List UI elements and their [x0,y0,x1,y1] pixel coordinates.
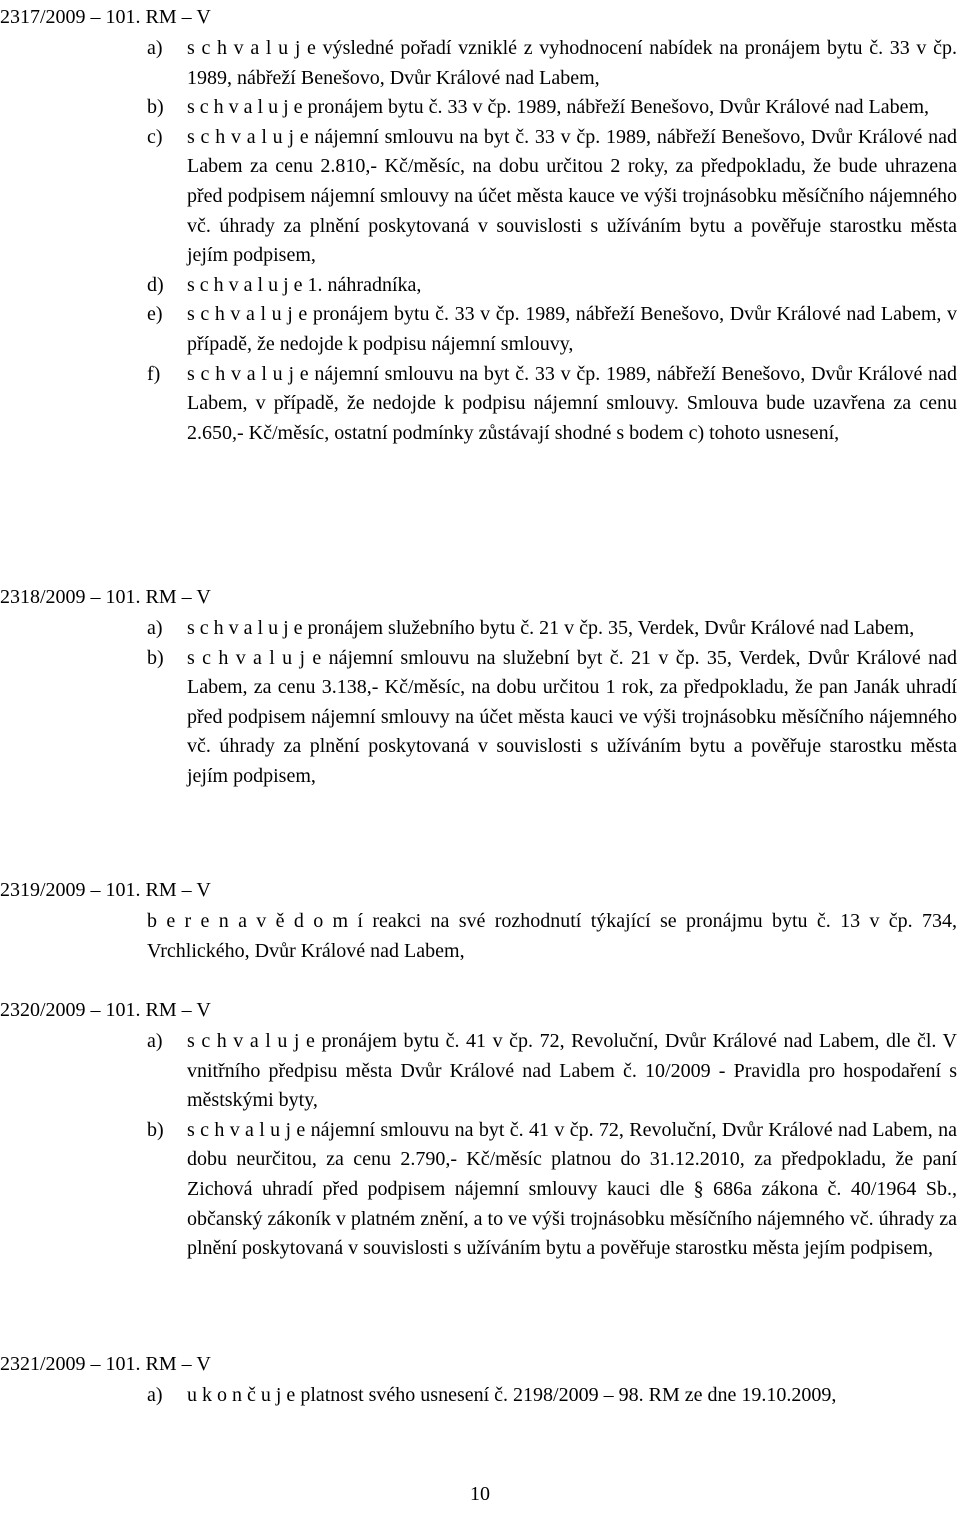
item-letter: e) [147,303,163,326]
resolution-item-c [0,123,960,271]
item-body: 1. náhradníka, [302,273,422,296]
item-text [187,1027,957,1116]
resolution-2319 [0,875,960,966]
item-text [187,123,957,271]
resolution-header: 2321/2009 – 101. RM – V [0,1353,211,1375]
item-verb: s c h v a l u j e [187,1030,315,1052]
item-verb: s c h v a l u j e [187,273,303,296]
resolution-2318 [0,582,960,792]
item-text [187,614,957,644]
resolution-item-a [0,1381,960,1411]
item-letter: d) [147,273,164,296]
resolution-item-a [0,34,960,93]
item-verb: s c h v a l u j e [187,646,322,669]
item-verb: s c h v a l u j e [187,362,309,385]
resolution-item-a [0,614,960,644]
item-text [187,1381,957,1411]
resolution-item-b [0,644,960,792]
resolution-header: 2319/2009 – 101. RM – V [0,879,211,901]
resolution-item-e [0,300,960,359]
item-body: pronájem bytu č. 33 v čp. 1989, nábřeží Benešovo, Dvůr Králové nad Labem, [302,96,930,119]
item-body: pronájem bytu č. 33 v čp. 1989, nábřeží Benešovo, Dvůr Králové nad Labem, v případě, že nedojde k podpisu nájemní smlouvy, [187,303,957,355]
item-letter: a) [147,1030,163,1052]
item-verb: s c h v a l u j e [187,1118,306,1141]
resolution-item-b [0,1116,960,1264]
item-verb: s c h v a l u j e [187,303,308,326]
item-text [187,300,957,359]
item-verb: s c h v a l u j e [187,125,309,148]
item-text [187,1116,957,1264]
item-verb: s c h v a l u j e [187,617,303,639]
item-text [187,34,957,93]
item-body: pronájem služebního bytu č. 21 v čp. 35, Verdek, Dvůr Králové nad Labem, [302,617,915,639]
item-verb: s c h v a l u j e [187,37,316,59]
item-letter: f) [147,362,161,385]
item-letter: a) [147,37,163,59]
resolution-2317 [0,2,960,448]
resolution-header: 2317/2009 – 101. RM – V [0,6,211,28]
resolution-statement [0,907,960,966]
item-text [147,907,957,966]
resolution-header: 2318/2009 – 101. RM – V [0,586,211,608]
item-text [187,644,957,792]
item-body: platnost svého usnesení č. 2198/2009 – 98. RM ze dne 19.10.2009, [295,1384,837,1406]
item-verb: b e r e n a v ě d o m í [147,910,363,932]
item-letter: c) [147,125,163,148]
item-text [187,271,957,301]
item-body: reakci na své rozhodnutí týkající se pronájmu bytu č. 13 v čp. 734, Vrchlického, Dvůr Králové nad Labem, [147,910,957,962]
item-body: nájemní smlouvu na byt č. 33 v čp. 1989, nábřeží Benešovo, Dvůr Králové nad Labem za cenu 2.810,- Kč/měsíc, na dobu určitou 2 roky, za předpokladu, že bude uhrazena před podpisem nájemní smlouvy na účet města kauce ve výši trojnásobku měsíčního nájemného vč. úhrady za plnění poskytovaná v souvislosti s užíváním bytu a pověřuje starostku města jejím podpisem, [187,125,957,267]
item-verb: s c h v a l u j e [187,96,303,119]
resolution-header: 2320/2009 – 101. RM – V [0,999,211,1021]
item-body: pronájem bytu č. 41 v čp. 72, Revoluční, Dvůr Králové nad Labem, dle čl. V vnitřního předpisu města Dvůr Králové nad Labem č. 10/2009 - Pravidla pro hospodaření s městskými byty, [187,1030,958,1112]
item-body: nájemní smlouvu na byt č. 33 v čp. 1989, nábřeží Benešovo, Dvůr Králové nad Labem, v případě, že nedojde k podpisu nájemní smlouvy. Smlouva bude uzavřena za cenu 2.650,- Kč/měsíc, ostatní podmínky zůstávají shodné s bodem c) tohoto usnesení, [187,362,957,444]
item-letter: b) [147,1118,164,1141]
item-text [187,93,957,123]
item-letter: a) [147,1384,163,1406]
resolution-item-a [0,1027,960,1116]
page-number: 10 [470,1483,490,1505]
item-letter: b) [147,96,164,119]
resolution-2321 [0,1349,960,1411]
item-body: nájemní smlouvu na byt č. 41 v čp. 72, Revoluční, Dvůr Králové nad Labem, na dobu neurčitou, za cenu 2.790,- Kč/měsíc platnou do 31.12.2010, za předpokladu, že paní Zichová uhradí před podpisem nájemní smlouvy kauci dle § 686a zákona č. 40/1964 Sb., občanský zákoník v platném znění, a to ve výši trojnásobku měsíčního nájemného vč. úhrady za plnění poskytovaná v souvislosti s užíváním bytu a pověřuje starostku města jejím podpisem, [187,1118,957,1260]
item-letter: a) [147,617,163,639]
resolution-2320 [0,995,960,1264]
resolution-item-d [0,271,960,301]
item-body: výsledné pořadí vzniklé z vyhodnocení nabídek na pronájem bytu č. 33 v čp. 1989, nábřeží Benešovo, Dvůr Králové nad Labem, [187,37,957,89]
item-body: nájemní smlouvu na služební byt č. 21 v čp. 35, Verdek, Dvůr Králové nad Labem, za cenu 3.138,- Kč/měsíc, na dobu určitou 1 rok, za předpokladu, že pan Janák uhradí před podpisem nájemní smlouvy na účet města kauci ve výši trojnásobku měsíčního nájemného vč. úhrady za plnění poskytovaná v souvislosti s užíváním bytu a pověřuje starostku města jejím podpisem, [187,646,957,787]
item-letter: b) [147,646,164,669]
item-text [187,360,957,449]
item-verb: u k o n č u j e [187,1384,296,1406]
resolution-item-f [0,360,960,449]
resolution-item-b [0,93,960,123]
